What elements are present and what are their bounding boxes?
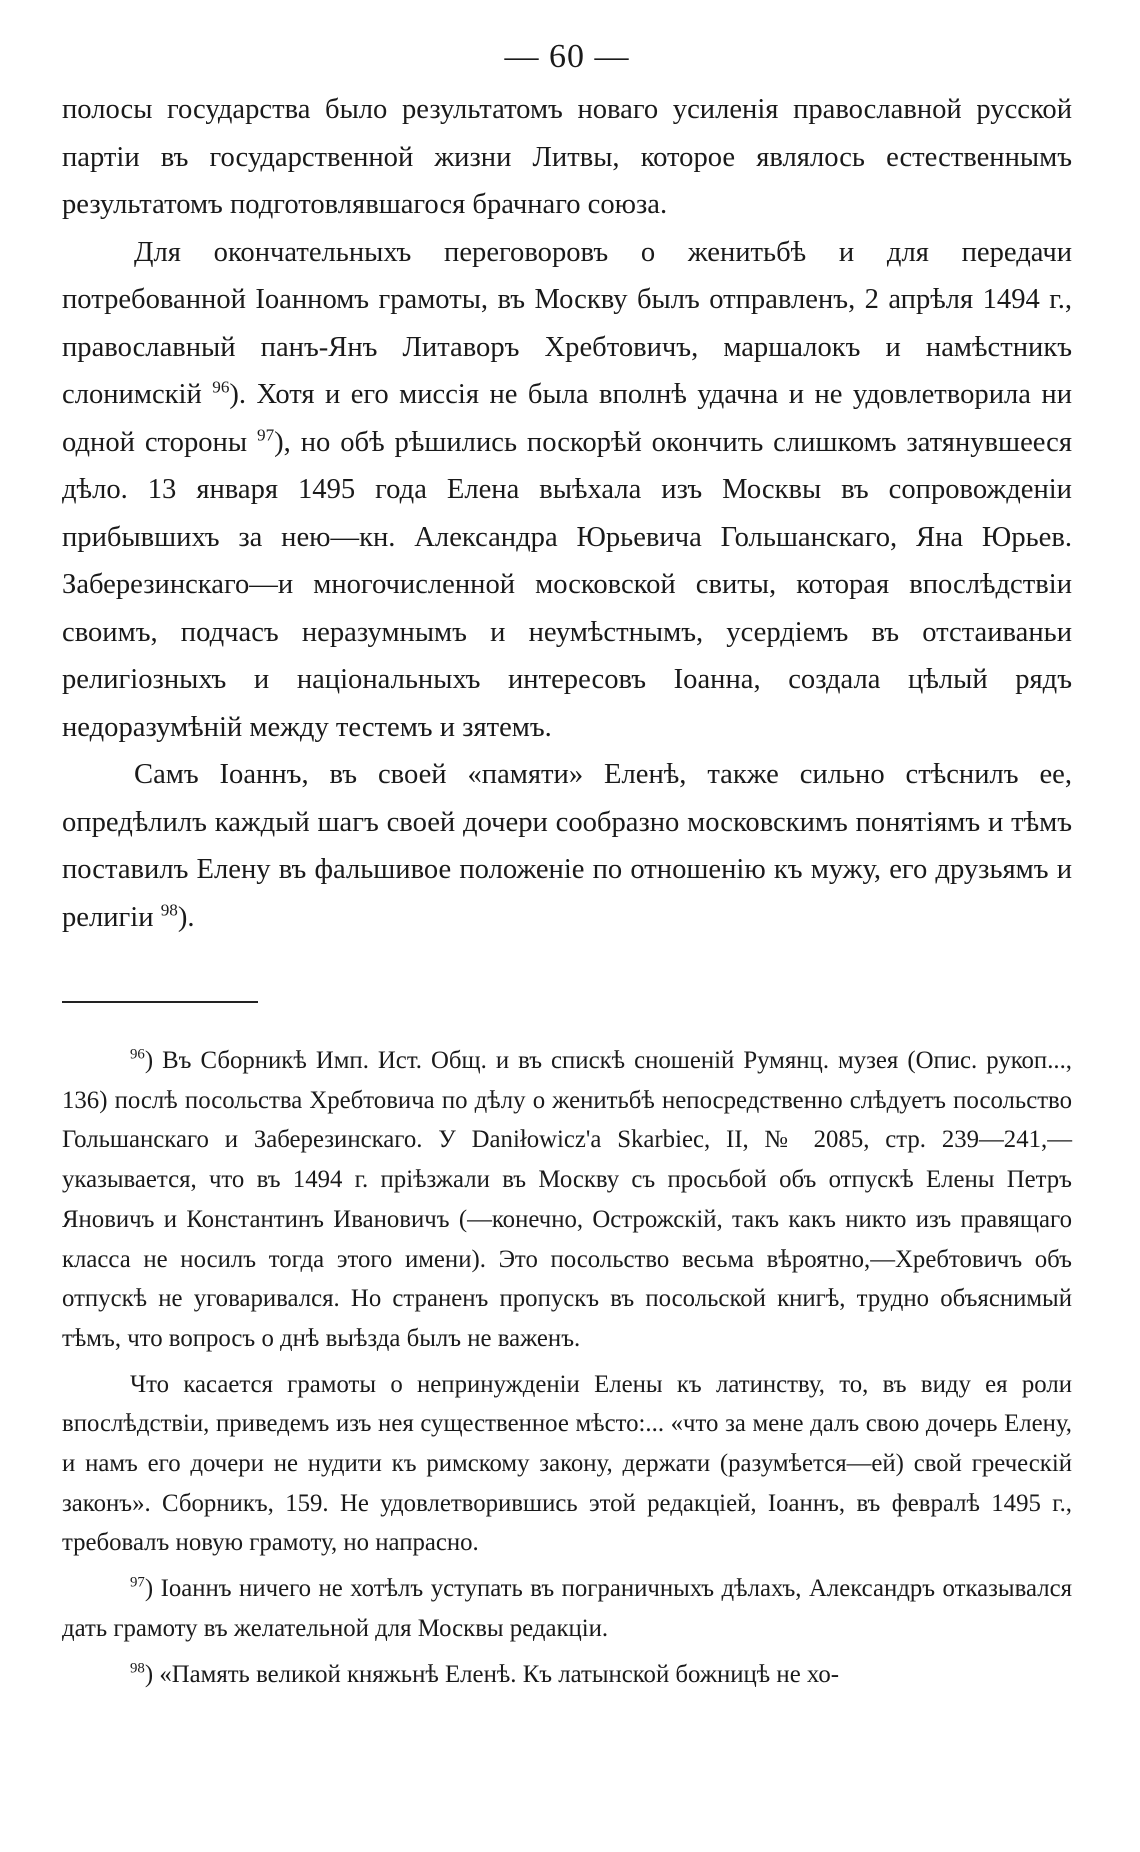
paragraph-3-part-1: Самъ Іоаннъ, въ своей «памяти» Еленѣ, также сильно стѣснилъ ее, опредѣлилъ каждый шагъ своей дочери сообразно московскимъ понятіямъ и тѣмъ поставилъ Елену въ фальшивое положеніе по отношенію къ мужу, его друзьямъ и религіи xyxy=(62,759,1072,933)
footnote-96-text: ) Въ Сборникѣ Имп. Ист. Общ. и въ спискѣ сношеній Румянц. музея (Опис. рукоп..., 136) послѣ посольства Хребтовича по дѣлу о женитьбѣ непосредственно слѣдуетъ посольство Гольшанскаго и Заберезинскаго. У Daniłowicz'a Skarbiec, II, № 2085, стр. 239—241,—указывается, что въ 1494 г. пріѣзжали въ Москву съ просьбой объ отпускѣ Елены Петръ Яновичъ и Константинъ Ивановичъ (—конечно, Острожскій, такъ какъ никто изъ правящаго класса не носилъ тогда этого имени). Это посольство весьма вѣроятно,—Хребтовичъ объ отпускѣ не уговаривался. Но страненъ пропускъ въ посольской книгѣ, трудно объяснимый тѣмъ, что вопросъ о днѣ выѣзда былъ не важенъ. xyxy=(62,1047,1072,1352)
paragraph-2-part-3: ), но обѣ рѣшились поскорѣй окончить слишкомъ затянувшееся дѣло. 13 января 1495 года Елена выѣхала изъ Москвы въ сопровожденіи прибывшихъ за нею—кн. Александра Юрьевича Гольшанскаго, Яна Юрьев. Заберезинскаго—и многочисленной московской свиты, которая впослѣдствіи своимъ, подчасъ неразумнымъ и неумѣстнымъ, усердіемъ въ отстаиваньи религіозныхъ и національныхъ интересовъ Іоанна, создала цѣлый рядъ недоразумѣній между тестемъ и зятемъ. xyxy=(62,426,1073,743)
paragraph-2-part-1: Для окончательныхъ переговоровъ о женитьбѣ и для передачи потребованной Іоанномъ грамоты, въ Москву былъ отправленъ, 2 апрѣля 1494 г., православный панъ-Янъ Литаворъ Хребтовичъ, маршалокъ и намѣстникъ слонимскій xyxy=(62,236,1072,410)
footnote-ref-96: 96 xyxy=(212,377,230,397)
page-number: — 60 — xyxy=(504,38,630,75)
main-text xyxy=(62,86,1072,941)
footnote-separator xyxy=(62,1001,258,1003)
footnote-97-text: ) Іоаннъ ничего не хотѣлъ уступать въ пограничныхъ дѣлахъ, Александръ отказывался дать грамоту въ желательной для Москвы редакціи. xyxy=(62,1575,1072,1642)
footnote-97 xyxy=(62,1569,1072,1648)
footnote-98-text: ) «Память великой княжьнѣ Еленѣ. Къ латынской божницѣ не хо- xyxy=(144,1660,840,1688)
paragraph-2-part-2: ). Хотя и его миссія не была вполнѣ удачна и не удовлетворила ни одной стороны xyxy=(62,379,1073,458)
book-page xyxy=(62,28,1072,1828)
footnote-number-97: 97 xyxy=(130,1574,145,1591)
footnote-ref-98: 98 xyxy=(160,899,178,919)
footnote-96-continuation: Что касается грамоты о непринужденіи Елены къ латинству, то, въ виду ея роли впослѣдствіи, приведемъ изъ нея существенное мѣсто:... «что за мене далъ свою дочерь Елену, и намъ его дочери не нудити къ римскому закону, держати (разумѣется—ей) свой греческій законъ». Сборникъ, 159. Не удовлетворившись этой редакціей, Іоаннъ, въ февралѣ 1495 г., требовалъ новую грамоту, но напрасно. xyxy=(62,1370,1072,1557)
footnote-ref-97: 97 xyxy=(256,424,275,444)
paragraph-1: полосы государства было результатомъ новаго усиленія православной русской партіи въ государственной жизни Литвы, которое являлось естественнымъ результатомъ подготовлявшагося брачнаго союза. xyxy=(62,94,1072,220)
footnote-number-98: 98 xyxy=(130,1660,145,1677)
paragraph-3-part-2: ). xyxy=(177,901,195,933)
footnote-98 xyxy=(62,1655,1072,1695)
footnotes xyxy=(62,1041,1072,1694)
footnote-number-96: 96 xyxy=(130,1046,145,1063)
paragraph-2 xyxy=(62,229,1072,752)
paragraph-3 xyxy=(62,751,1072,941)
footnote-96 xyxy=(62,1041,1072,1359)
